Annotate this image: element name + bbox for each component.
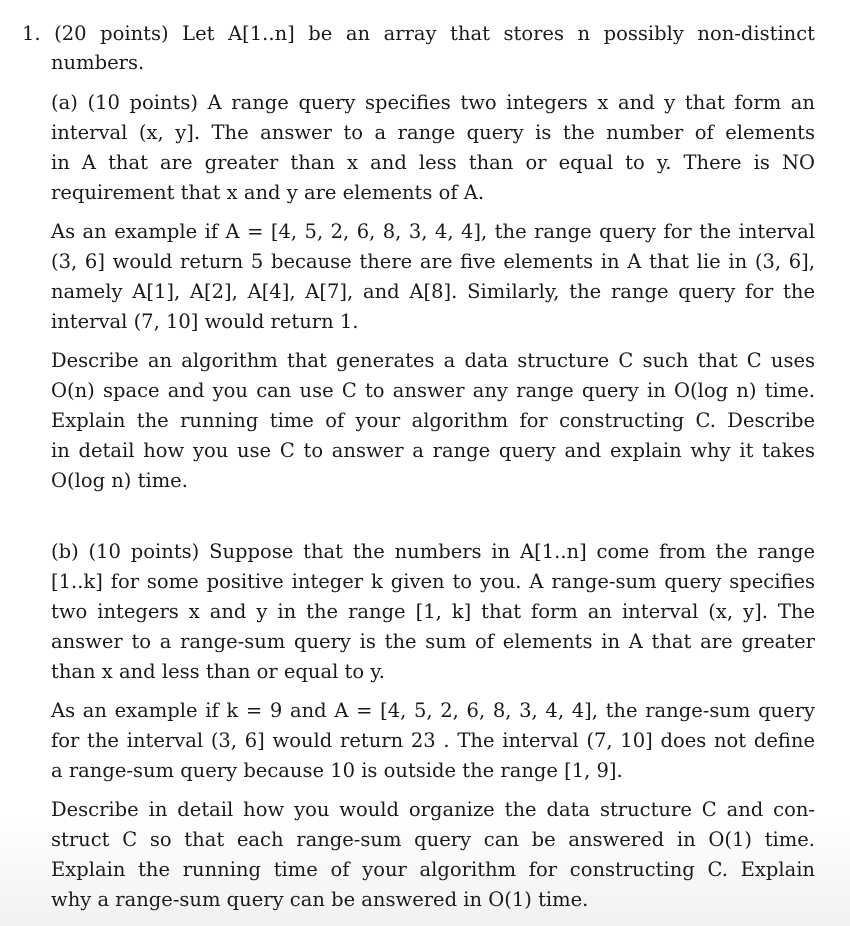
part-b-task-line-3: Explain the running time of your algorithm for constructing C. Explain [51,858,815,881]
part-a-intro-line-1: (a) (10 points) A range query specifies two integers x and y that form an [51,91,815,114]
part-a-task-line-5: O(log n) time. [51,469,188,492]
part-a-example-line-4: interval (7, 10] would return 1. [51,310,359,333]
part-b-task-line-2: struct C so that each range-sum query can be answered in O(1) time. [51,828,815,851]
part-a-intro-line-3: in A that are greater than x and less than or equal to y. There is NO [51,151,815,174]
part-b-example-line-3: a range-sum query because 10 is outside the range [1, 9]. [51,759,623,782]
part-b-intro-line-3: two integers x and y in the range [1, k] that form an interval (x, y]. The [51,600,815,623]
part-a-intro-line-2: interval (x, y]. The answer to a range query is the number of elements [51,121,815,144]
part-a-task-line-1: Describe an algorithm that generates a data structure C such that C uses [51,349,815,372]
part-b-intro-line-1: (b) (10 points) Suppose that the numbers in A[1..n] come from the range [51,540,815,563]
part-a-task-line-3: Explain the running time of your algorithm for constructing C. Describe [51,409,815,432]
part-b-intro-line-2: [1..k] for some positive integer k given to you. A range-sum query specifies [51,570,815,593]
part-a-example-line-2: (3, 6] would return 5 because there are five elements in A that lie in (3, 6], [51,250,815,273]
part-a-task-line-4: in detail how you use C to answer a range query and explain why it takes [51,439,815,462]
part-b-task-line-1: Describe in detail how you would organize the data structure C and con- [51,798,815,821]
part-a-example-line-1: As an example if A = [4, 5, 2, 6, 8, 3, 4, 4], the range query for the interval [51,220,815,243]
part-b-intro-line-4: answer to a range-sum query is the sum of elements in A that are greater [51,630,815,653]
part-b-example-line-2: for the interval (3, 6] would return 23 . The interval (7, 10] does not define [51,729,815,752]
part-a-intro-line-4: requirement that x and y are elements of A. [51,181,485,204]
part-b-task-line-4: why a range-sum query can be answered in O(1) time. [51,888,589,911]
problem-line-1: 1. (20 points) Let A[1..n] be an array that stores n possibly non-distinct [22,22,815,45]
problem-line-2: numbers. [51,51,145,74]
part-a-example-line-3: namely A[1], A[2], A[4], A[7], and A[8]. Similarly, the range query for the [51,280,815,303]
part-a-task-line-2: O(n) space and you can use C to answer any range query in O(log n) time. [51,379,815,402]
part-b-intro-line-5: than x and less than or equal to y. [51,660,385,683]
part-b-example-line-1: As an example if k = 9 and A = [4, 5, 2, 6, 8, 3, 4, 4], the range-sum query [51,699,815,722]
